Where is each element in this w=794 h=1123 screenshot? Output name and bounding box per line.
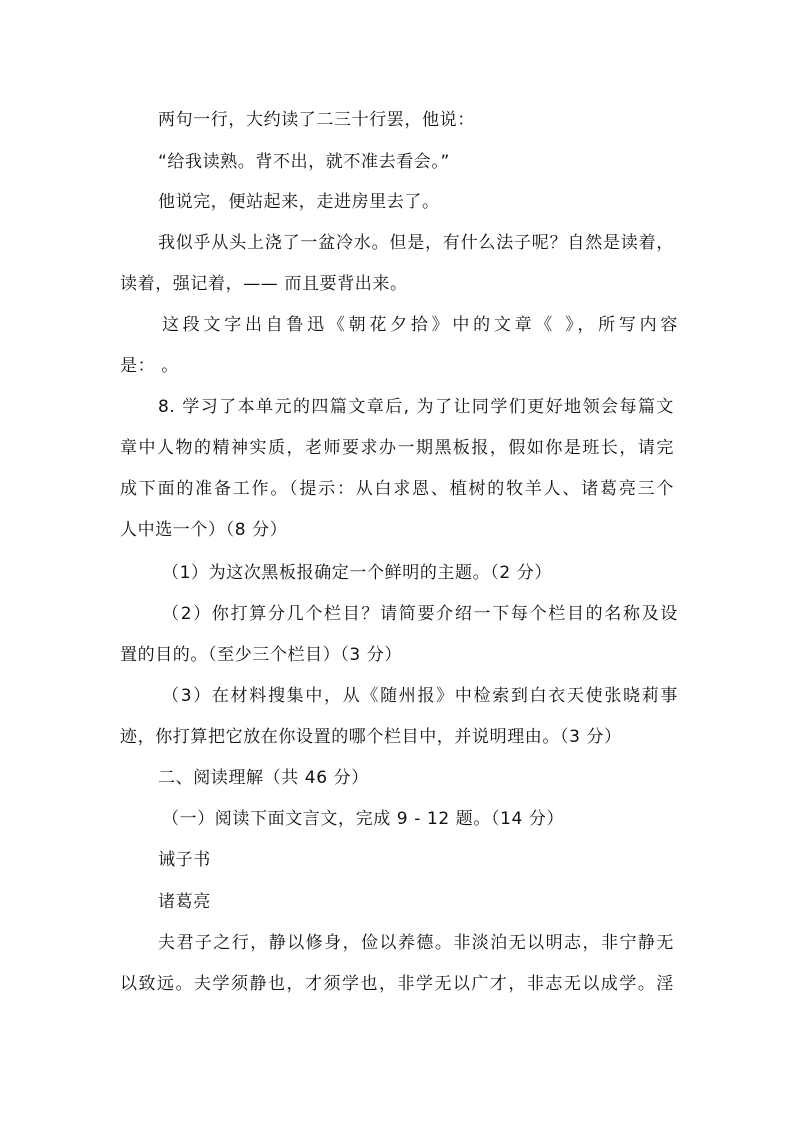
- text-title: 诫子书: [158, 850, 211, 870]
- text-line: 置的目的。（至少三个栏目）（3 分）: [120, 645, 403, 665]
- text-line: （3）在材料搜集中，从《随州报》中检索到白衣天使张晓莉事: [162, 686, 678, 706]
- section-heading: 二、阅读理解（共 46 分）: [158, 768, 369, 788]
- text-line: “给我读熟。背不出，就不准去看会。”: [158, 152, 450, 172]
- text-line: 成下面的准备工作。（提示：从白求恩、植树的牧羊人、诸葛亮三个: [120, 479, 674, 499]
- text-line: （一）阅读下面文言文，完成 9 - 12 题。（14 分）: [162, 809, 565, 829]
- text-line: 以致远。夫学须静也，才须学也，非学无以广才，非志无以成学。淫: [120, 974, 674, 994]
- text-author: 诸葛亮: [158, 892, 211, 912]
- text-line: 章中人物的精神实质，老师要求办一期黑板报，假如你是班长，请完: [120, 438, 674, 458]
- text-line: 人中选一个）（8 分）: [120, 520, 288, 540]
- text-line: 我似乎从头上浇了一盆冷水。但是，有什么法子呢？自然是读着，: [158, 233, 674, 253]
- text-line: 这段文字出自鲁迅《朝花夕拾》中的文章《 》，所写内容: [162, 315, 678, 335]
- text-line: （1）为这次黑板报确定一个鲜明的主题。（2 分）: [162, 563, 552, 583]
- text-line: （2）你打算分几个栏目？请简要介绍一下每个栏目的名称及设: [162, 604, 678, 624]
- text-line: 8. 学习了本单元的四篇文章后, 为了让同学们更好地领会每篇文: [158, 397, 674, 417]
- text-line: 夫君子之行，静以修身，俭以养德。非淡泊无以明志，非宁静无: [158, 933, 674, 953]
- text-line: 他说完，便站起来，走进房里去了。: [158, 192, 440, 212]
- text-line: 两句一行，大约读了二三十行罢，他说：: [158, 110, 475, 130]
- text-line: 读着，强记着，—— 而且要背出来。: [120, 274, 408, 294]
- text-line: 迹，你打算把它放在你设置的哪个栏目中，并说明理由。（3 分）: [120, 727, 622, 747]
- text-line: 是： 。: [120, 356, 179, 376]
